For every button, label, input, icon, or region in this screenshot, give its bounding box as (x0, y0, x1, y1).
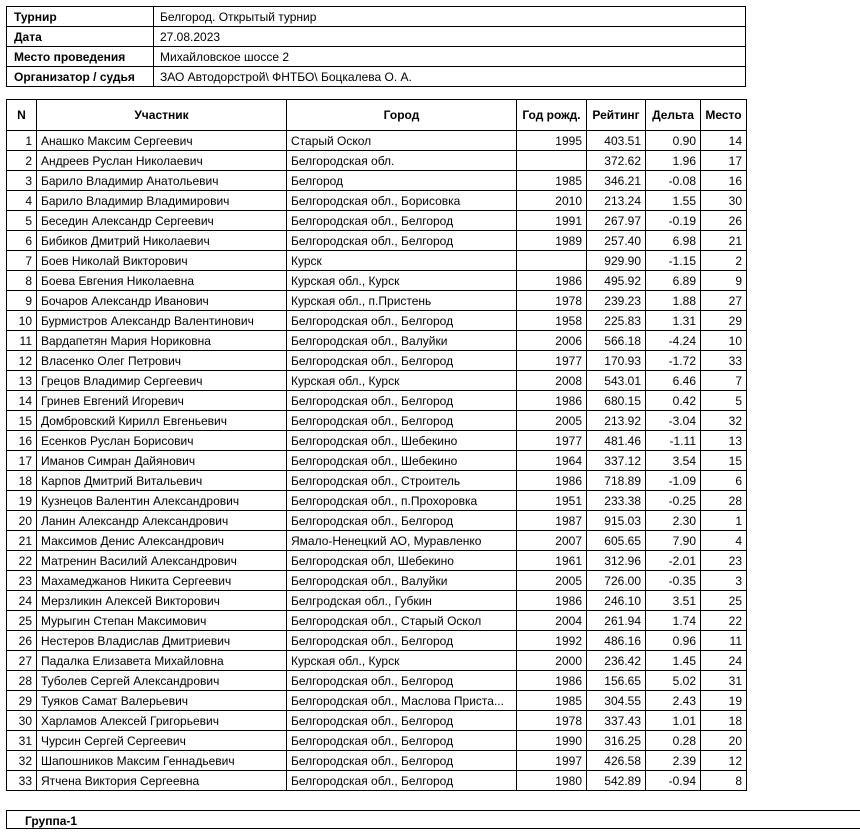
city-cell: Белгородская обл., Белгород (287, 511, 517, 531)
place-cell: 6 (701, 471, 747, 491)
birth-year-cell: 2004 (517, 611, 587, 631)
rating-cell: 680.15 (587, 391, 646, 411)
rating-cell: 233.38 (587, 491, 646, 511)
table-row (7, 591, 747, 611)
birth-year-cell: 2005 (517, 571, 587, 591)
city-cell: Белгородская обл. (287, 151, 517, 171)
delta-cell: -1.72 (646, 351, 701, 371)
date-value: 27.08.2023 (154, 27, 746, 47)
row-number-cell: 4 (7, 191, 37, 211)
tournament-info-table (6, 6, 746, 87)
place-cell: 29 (701, 311, 747, 331)
delta-cell: -0.08 (646, 171, 701, 191)
rating-cell: 605.65 (587, 531, 646, 551)
delta-cell: 0.96 (646, 631, 701, 651)
delta-cell: 6.46 (646, 371, 701, 391)
rating-cell: 337.12 (587, 451, 646, 471)
rating-cell: 312.96 (587, 551, 646, 571)
city-cell: Курская обл., Курск (287, 371, 517, 391)
row-number-cell: 17 (7, 451, 37, 471)
birth-year-cell: 1951 (517, 491, 587, 511)
birth-year-cell: 1958 (517, 311, 587, 331)
table-row (7, 531, 747, 551)
participant-name-cell: Нестеров Владислав Дмитриевич (37, 631, 287, 651)
delta-cell: 0.90 (646, 131, 701, 151)
row-number-cell: 1 (7, 131, 37, 151)
city-cell: Белгородская обл., Белгород (287, 411, 517, 431)
rating-cell: 718.89 (587, 471, 646, 491)
birth-year-cell: 1995 (517, 131, 587, 151)
participant-name-cell: Анашко Максим Сергеевич (37, 131, 287, 151)
birth-year-cell: 2006 (517, 331, 587, 351)
column-header-birth-year: Год рожд. (517, 100, 587, 131)
participant-name-cell: Барило Владимир Владимирович (37, 191, 287, 211)
rating-cell: 486.16 (587, 631, 646, 651)
column-header-city: Город (287, 100, 517, 131)
delta-cell: 1.96 (646, 151, 701, 171)
row-number-cell: 19 (7, 491, 37, 511)
place-cell: 18 (701, 711, 747, 731)
place-cell: 14 (701, 131, 747, 151)
place-cell: 4 (701, 531, 747, 551)
row-number-cell: 28 (7, 671, 37, 691)
participant-name-cell: Беседин Александр Сергеевич (37, 211, 287, 231)
info-row-tournament (7, 7, 746, 27)
birth-year-cell: 1991 (517, 211, 587, 231)
table-row (7, 491, 747, 511)
row-number-cell: 26 (7, 631, 37, 651)
participant-name-cell: Кузнецов Валентин Александрович (37, 491, 287, 511)
table-row (7, 171, 747, 191)
participant-name-cell: Ятчена Виктория Сергеевна (37, 771, 287, 791)
row-number-cell: 24 (7, 591, 37, 611)
rating-cell: 542.89 (587, 771, 646, 791)
city-cell: Белгородская обл., п.Прохоровка (287, 491, 517, 511)
column-header-delta: Дельта (646, 100, 701, 131)
birth-year-cell: 1986 (517, 671, 587, 691)
rating-cell: 225.83 (587, 311, 646, 331)
table-row (7, 751, 747, 771)
tournament-value: Белгород. Открытый турнир (154, 7, 746, 27)
table-row (7, 331, 747, 351)
delta-cell: -0.94 (646, 771, 701, 791)
place-cell: 28 (701, 491, 747, 511)
participant-name-cell: Чурсин Сергей Сергеевич (37, 731, 287, 751)
table-row (7, 471, 747, 491)
participant-name-cell: Бурмистров Александр Валентинович (37, 311, 287, 331)
participant-name-cell: Туболев Сергей Александрович (37, 671, 287, 691)
table-row (7, 351, 747, 371)
participant-name-cell: Шапошников Максим Геннадьевич (37, 751, 287, 771)
place-cell: 2 (701, 251, 747, 271)
birth-year-cell: 1986 (517, 471, 587, 491)
city-cell: Белгородская обл, Шебекино (287, 551, 517, 571)
row-number-cell: 20 (7, 511, 37, 531)
row-number-cell: 8 (7, 271, 37, 291)
row-number-cell: 33 (7, 771, 37, 791)
delta-cell: -3.04 (646, 411, 701, 431)
rating-cell: 337.43 (587, 711, 646, 731)
participant-name-cell: Домбровский Кирилл Евгеньевич (37, 411, 287, 431)
place-cell: 3 (701, 571, 747, 591)
rating-cell: 495.92 (587, 271, 646, 291)
row-number-cell: 15 (7, 411, 37, 431)
participant-name-cell: Падалка Елизавета Михайловна (37, 651, 287, 671)
row-number-cell: 22 (7, 551, 37, 571)
delta-cell: 2.30 (646, 511, 701, 531)
delta-cell: 3.54 (646, 451, 701, 471)
place-cell: 32 (701, 411, 747, 431)
city-cell: Белгородская обл., Белгород (287, 771, 517, 791)
delta-cell: 1.74 (646, 611, 701, 631)
table-row (7, 731, 747, 751)
delta-cell: 2.39 (646, 751, 701, 771)
place-cell: 15 (701, 451, 747, 471)
rating-cell: 566.18 (587, 331, 646, 351)
birth-year-cell: 1964 (517, 451, 587, 471)
place-cell: 10 (701, 331, 747, 351)
table-row (7, 131, 747, 151)
delta-cell: -4.24 (646, 331, 701, 351)
city-cell: Курская обл., п.Пристень (287, 291, 517, 311)
city-cell: Курск (287, 251, 517, 271)
place-cell: 9 (701, 271, 747, 291)
table-row (7, 271, 747, 291)
place-cell: 22 (701, 611, 747, 631)
date-label: Дата (7, 27, 154, 47)
column-header-number: N (7, 100, 37, 131)
rating-cell: 156.65 (587, 671, 646, 691)
table-row (7, 251, 747, 271)
birth-year-cell: 2005 (517, 411, 587, 431)
participant-name-cell: Андреев Руслан Николаевич (37, 151, 287, 171)
place-cell: 7 (701, 371, 747, 391)
city-cell: Белгородская обл., Белгород (287, 211, 517, 231)
participant-name-cell: Боев Николай Викторович (37, 251, 287, 271)
participant-name-cell: Иманов Симран Дайянович (37, 451, 287, 471)
table-row (7, 371, 747, 391)
city-cell: Ямало-Ненецкий АО, Муравленко (287, 531, 517, 551)
delta-cell: -0.25 (646, 491, 701, 511)
delta-cell: 1.45 (646, 651, 701, 671)
place-cell: 13 (701, 431, 747, 451)
rating-cell: 239.23 (587, 291, 646, 311)
row-number-cell: 25 (7, 611, 37, 631)
city-cell: Белгродская обл., Губкин (287, 591, 517, 611)
table-row (7, 311, 747, 331)
row-number-cell: 6 (7, 231, 37, 251)
table-row (7, 631, 747, 651)
participant-name-cell: Карпов Дмитрий Витальевич (37, 471, 287, 491)
row-number-cell: 10 (7, 311, 37, 331)
place-cell: 23 (701, 551, 747, 571)
place-cell: 25 (701, 591, 747, 611)
table-row (7, 571, 747, 591)
rating-cell: 726.00 (587, 571, 646, 591)
table-row (7, 651, 747, 671)
rating-cell: 426.58 (587, 751, 646, 771)
rating-cell: 213.92 (587, 411, 646, 431)
place-cell: 20 (701, 731, 747, 751)
table-row (7, 231, 747, 251)
city-cell: Белгородская обл., Борисовка (287, 191, 517, 211)
table-row (7, 211, 747, 231)
row-number-cell: 9 (7, 291, 37, 311)
organizer-value: ЗАО Автодорстрой\ ФНТБО\ Боцкалева О. А. (154, 67, 746, 87)
rating-cell: 543.01 (587, 371, 646, 391)
delta-cell: 0.42 (646, 391, 701, 411)
city-cell: Белгородская обл., Шебекино (287, 431, 517, 451)
table-row (7, 451, 747, 471)
row-number-cell: 14 (7, 391, 37, 411)
birth-year-cell: 1987 (517, 511, 587, 531)
delta-cell: -0.19 (646, 211, 701, 231)
rating-cell: 257.40 (587, 231, 646, 251)
table-row (7, 391, 747, 411)
city-cell: Белгородская обл., Маслова Приста... (287, 691, 517, 711)
delta-cell: -1.15 (646, 251, 701, 271)
rating-cell: 403.51 (587, 131, 646, 151)
place-cell: 26 (701, 211, 747, 231)
delta-cell: 1.55 (646, 191, 701, 211)
participant-name-cell: Мерзликин Алексей Викторович (37, 591, 287, 611)
participant-name-cell: Туяков Самат Валерьевич (37, 691, 287, 711)
rating-cell: 304.55 (587, 691, 646, 711)
table-row (7, 411, 747, 431)
city-cell: Белгородская обл., Валуйки (287, 571, 517, 591)
participant-name-cell: Бибиков Дмитрий Николаевич (37, 231, 287, 251)
participant-name-cell: Грецов Владимир Сергеевич (37, 371, 287, 391)
city-cell: Белгородская обл., Строитель (287, 471, 517, 491)
participant-name-cell: Ланин Александр Александрович (37, 511, 287, 531)
row-number-cell: 23 (7, 571, 37, 591)
rating-cell: 236.42 (587, 651, 646, 671)
participant-name-cell: Махамеджанов Никита Сергеевич (37, 571, 287, 591)
city-cell: Белгородская обл., Белгород (287, 391, 517, 411)
birth-year-cell (517, 251, 587, 271)
row-number-cell: 12 (7, 351, 37, 371)
birth-year-cell: 1986 (517, 391, 587, 411)
table-row (7, 691, 747, 711)
place-cell: 21 (701, 231, 747, 251)
rating-cell: 261.94 (587, 611, 646, 631)
birth-year-cell: 1989 (517, 231, 587, 251)
venue-label: Место проведения (7, 47, 154, 67)
delta-cell: 7.90 (646, 531, 701, 551)
row-number-cell: 27 (7, 651, 37, 671)
rating-cell: 915.03 (587, 511, 646, 531)
place-cell: 17 (701, 151, 747, 171)
city-cell: Белгородская обл., Белгород (287, 311, 517, 331)
delta-cell: 3.51 (646, 591, 701, 611)
participant-name-cell: Боева Евгения Николаевна (37, 271, 287, 291)
delta-cell: 1.01 (646, 711, 701, 731)
group-label: Группа-1 (25, 814, 78, 828)
delta-cell: 1.88 (646, 291, 701, 311)
column-header-place: Место (701, 100, 747, 131)
place-cell: 30 (701, 191, 747, 211)
place-cell: 33 (701, 351, 747, 371)
rating-cell: 481.46 (587, 431, 646, 451)
city-cell: Белгородская обл., Белгород (287, 731, 517, 751)
place-cell: 27 (701, 291, 747, 311)
city-cell: Белгородская обл., Шебекино (287, 451, 517, 471)
city-cell: Белгородская обл., Белгород (287, 751, 517, 771)
participant-name-cell: Барило Владимир Анатольевич (37, 171, 287, 191)
row-number-cell: 29 (7, 691, 37, 711)
group-footer-bar (6, 810, 860, 829)
rating-cell: 213.24 (587, 191, 646, 211)
rating-cell: 246.10 (587, 591, 646, 611)
place-cell: 24 (701, 651, 747, 671)
birth-year-cell: 2010 (517, 191, 587, 211)
place-cell: 5 (701, 391, 747, 411)
delta-cell: 1.31 (646, 311, 701, 331)
info-row-date (7, 27, 746, 47)
info-row-organizer (7, 67, 746, 87)
row-number-cell: 2 (7, 151, 37, 171)
participant-name-cell: Власенко Олег Петрович (37, 351, 287, 371)
delta-cell: -1.11 (646, 431, 701, 451)
birth-year-cell: 1990 (517, 731, 587, 751)
row-number-cell: 30 (7, 711, 37, 731)
row-number-cell: 21 (7, 531, 37, 551)
table-row (7, 551, 747, 571)
birth-year-cell: 1986 (517, 591, 587, 611)
table-row (7, 771, 747, 791)
table-row (7, 671, 747, 691)
city-cell: Курская обл., Курск (287, 651, 517, 671)
table-row (7, 711, 747, 731)
rating-cell: 346.21 (587, 171, 646, 191)
birth-year-cell: 2008 (517, 371, 587, 391)
birth-year-cell (517, 151, 587, 171)
table-row (7, 151, 747, 171)
birth-year-cell: 1985 (517, 171, 587, 191)
city-cell: Курская обл., Курск (287, 271, 517, 291)
column-header-participant: Участник (37, 100, 287, 131)
place-cell: 31 (701, 671, 747, 691)
participant-name-cell: Вардапетян Мария Нориковна (37, 331, 287, 351)
table-row (7, 191, 747, 211)
delta-cell: -1.09 (646, 471, 701, 491)
table-row (7, 611, 747, 631)
birth-year-cell: 2007 (517, 531, 587, 551)
delta-cell: 0.28 (646, 731, 701, 751)
participant-name-cell: Максимов Денис Александрович (37, 531, 287, 551)
row-number-cell: 32 (7, 751, 37, 771)
city-cell: Белгородская обл., Старый Оскол (287, 611, 517, 631)
delta-cell: 2.43 (646, 691, 701, 711)
birth-year-cell: 1978 (517, 711, 587, 731)
birth-year-cell: 1997 (517, 751, 587, 771)
participant-name-cell: Мурыгин Степан Максимович (37, 611, 287, 631)
table-header-row (7, 100, 747, 131)
city-cell: Белгородская обл., Белгород (287, 231, 517, 251)
birth-year-cell: 1977 (517, 431, 587, 451)
place-cell: 16 (701, 171, 747, 191)
row-number-cell: 11 (7, 331, 37, 351)
delta-cell: -0.35 (646, 571, 701, 591)
place-cell: 19 (701, 691, 747, 711)
venue-value: Михайловское шоссе 2 (154, 47, 746, 67)
delta-cell: 5.02 (646, 671, 701, 691)
rating-cell: 929.90 (587, 251, 646, 271)
place-cell: 8 (701, 771, 747, 791)
table-row (7, 511, 747, 531)
table-row (7, 431, 747, 451)
delta-cell: 6.98 (646, 231, 701, 251)
info-row-venue (7, 47, 746, 67)
participant-name-cell: Гринев Евгений Игоревич (37, 391, 287, 411)
organizer-label: Организатор / судья (7, 67, 154, 87)
row-number-cell: 16 (7, 431, 37, 451)
rating-cell: 170.93 (587, 351, 646, 371)
birth-year-cell: 1980 (517, 771, 587, 791)
row-number-cell: 5 (7, 211, 37, 231)
row-number-cell: 7 (7, 251, 37, 271)
city-cell: Белгородская обл., Валуйки (287, 331, 517, 351)
row-number-cell: 31 (7, 731, 37, 751)
birth-year-cell: 1961 (517, 551, 587, 571)
column-header-rating: Рейтинг (587, 100, 646, 131)
birth-year-cell: 1977 (517, 351, 587, 371)
row-number-cell: 18 (7, 471, 37, 491)
birth-year-cell: 1985 (517, 691, 587, 711)
place-cell: 1 (701, 511, 747, 531)
row-number-cell: 13 (7, 371, 37, 391)
birth-year-cell: 1992 (517, 631, 587, 651)
city-cell: Белгородская обл., Белгород (287, 711, 517, 731)
participants-table (6, 99, 747, 791)
city-cell: Белгородская обл., Белгород (287, 351, 517, 371)
city-cell: Белгородская обл., Белгород (287, 631, 517, 651)
table-row (7, 291, 747, 311)
participant-name-cell: Харламов Алексей Григорьевич (37, 711, 287, 731)
rating-cell: 267.97 (587, 211, 646, 231)
city-cell: Старый Оскол (287, 131, 517, 151)
row-number-cell: 3 (7, 171, 37, 191)
birth-year-cell: 1978 (517, 291, 587, 311)
birth-year-cell: 1986 (517, 271, 587, 291)
participant-name-cell: Бочаров Александр Иванович (37, 291, 287, 311)
city-cell: Белгородская обл., Белгород (287, 671, 517, 691)
rating-cell: 372.62 (587, 151, 646, 171)
birth-year-cell: 2000 (517, 651, 587, 671)
delta-cell: -2.01 (646, 551, 701, 571)
rating-cell: 316.25 (587, 731, 646, 751)
tournament-label: Турнир (7, 7, 154, 27)
participant-name-cell: Есенков Руслан Борисович (37, 431, 287, 451)
place-cell: 12 (701, 751, 747, 771)
participant-name-cell: Матренин Василий Александрович (37, 551, 287, 571)
delta-cell: 6.89 (646, 271, 701, 291)
city-cell: Белгород (287, 171, 517, 191)
place-cell: 11 (701, 631, 747, 651)
